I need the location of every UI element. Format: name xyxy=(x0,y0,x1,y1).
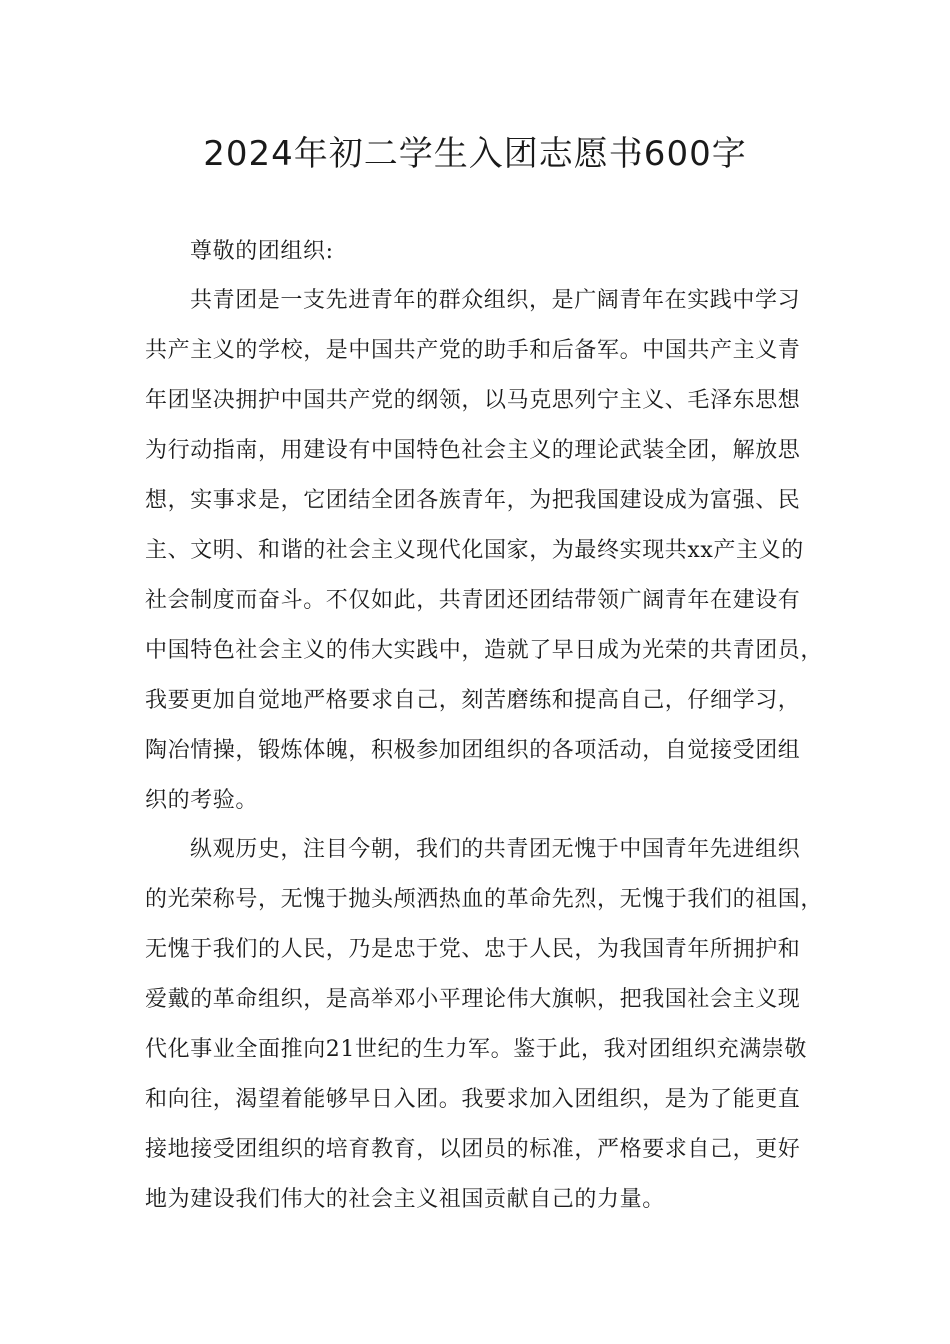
paragraph-line: 中国特色社会主义的伟大实践中，造就了早日成为光荣的共青团员， xyxy=(145,638,824,663)
paragraph-line: 代化事业全面推向21世纪的生力军。鉴于此，我对团组织充满崇敬 xyxy=(145,1037,807,1062)
paragraph-line: 主、文明、和谐的社会主义现代化国家，为最终实现共xx产主义的 xyxy=(145,538,804,563)
paragraph-line: 接地接受团组织的培育教育，以团员的标准，严格要求自己，更好 xyxy=(145,1137,801,1162)
paragraph-line: 共青团是一支先进青年的群众组织，是广阔青年在实践中学习 xyxy=(190,288,801,313)
paragraph-line: 无愧于我们的人民，乃是忠于党、忠于人民，为我国青年所拥护和 xyxy=(145,937,801,962)
paragraph-line: 社会制度而奋斗。不仅如此，共青团还团结带领广阔青年在建设有 xyxy=(145,588,801,613)
paragraph-line: 和向往，渴望着能够早日入团。我要求加入团组织，是为了能更直 xyxy=(145,1087,801,1112)
paragraph-line: 我要更加自觉地严格要求自己，刻苦磨练和提高自己，仔细学习， xyxy=(145,688,801,713)
paragraph-line: 织的考验。 xyxy=(145,788,259,813)
paragraph-line: 共产主义的学校，是中国共产党的助手和后备军。中国共产主义青 xyxy=(145,338,801,363)
document-title: 2024年初二学生入团志愿书600字 xyxy=(203,134,747,174)
paragraph-line: 想，实事求是，它团结全团各族青年，为把我国建设成为富强、民 xyxy=(145,488,801,513)
paragraph-line: 年团坚决拥护中国共产党的纲领，以马克思列宁主义、毛泽东思想 xyxy=(145,388,801,413)
paragraph-line: 纵观历史，注目今朝，我们的共青团无愧于中国青年先进组织 xyxy=(190,837,801,862)
paragraph-line: 的光荣称号，无愧于抛头颅洒热血的革命先烈，无愧于我们的祖国， xyxy=(145,887,824,912)
paragraph-line: 陶冶情操，锻炼体魄，积极参加团组织的各项活动，自觉接受团组 xyxy=(145,738,801,763)
paragraph-line: 地为建设我们伟大的社会主义祖国贡献自己的力量。 xyxy=(145,1187,665,1212)
paragraph-line: 为行动指南，用建设有中国特色社会主义的理论武装全团，解放思 xyxy=(145,438,801,463)
salutation: 尊敬的团组织: xyxy=(190,239,334,264)
paragraph-line: 爱戴的革命组织，是高举邓小平理论伟大旗帜，把我国社会主义现 xyxy=(145,987,801,1012)
